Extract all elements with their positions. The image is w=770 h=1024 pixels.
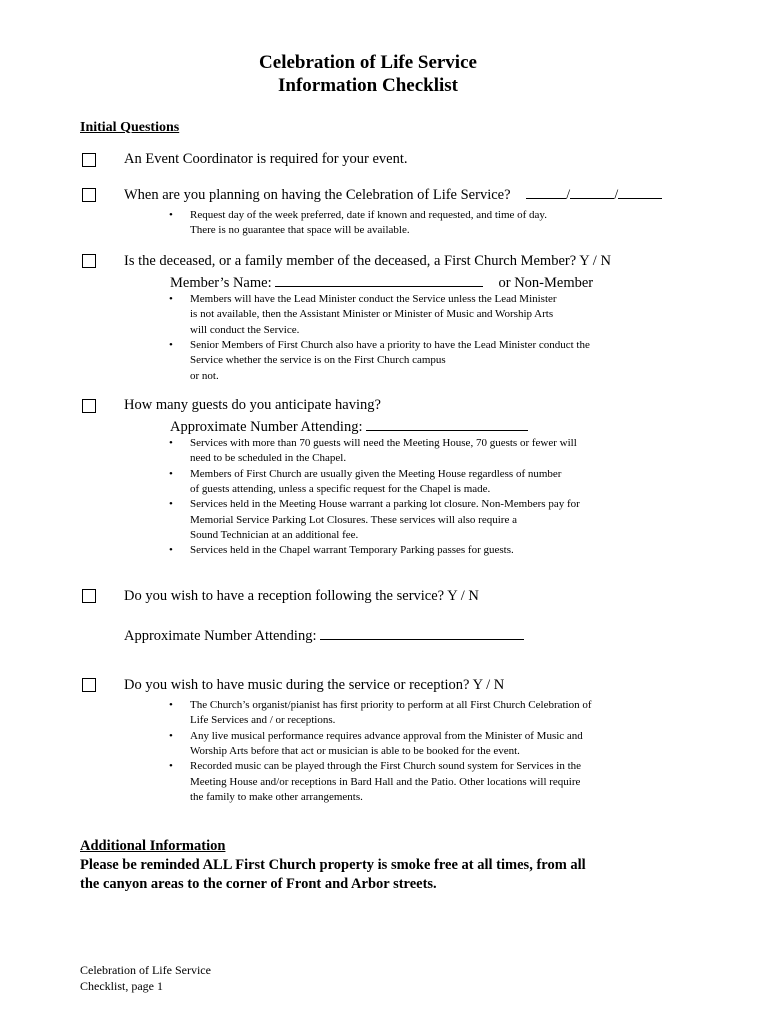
member-name-field[interactable] xyxy=(275,274,483,287)
bullet-text: Services with more than 70 guests will need the Meeting House, 70 guests or fewer will xyxy=(190,437,577,449)
bullet-text: Any live musical performance requires advance approval from the Minister of Music and xyxy=(190,729,583,742)
bullet-icon: • xyxy=(169,293,173,305)
bullet-text: Members will have the Lead Minister conduct the Service unless the Lead Minister xyxy=(190,293,557,305)
date-month-field[interactable] xyxy=(526,186,566,199)
checkbox-reception[interactable] xyxy=(82,589,96,603)
non-member-label: or Non-Member xyxy=(498,275,594,291)
guest-attending-label: Approximate Number Attending: xyxy=(170,419,363,435)
bullet-text: There is no guarantee that space will be available. xyxy=(190,224,410,237)
question-music: Do you wish to have music during the service or reception? Y / N xyxy=(124,677,505,693)
reception-attending-field[interactable] xyxy=(320,627,524,640)
bullet-icon: • xyxy=(169,338,173,351)
bullet-icon: • xyxy=(169,729,173,742)
page-title: Celebration of Life Service xyxy=(259,52,477,73)
reception-attending-label: Approximate Number Attending: xyxy=(124,628,317,644)
bullet-text: the family to make other arrangements. xyxy=(190,790,363,803)
reception-attending-row xyxy=(124,627,524,645)
guest-attending-row xyxy=(170,418,528,436)
bullet-text: will conduct the Service. xyxy=(190,323,300,336)
additional-info-heading: Additional Information xyxy=(80,838,226,854)
bullet-text: Recorded music can be played through the First Church sound system for Services in the xyxy=(190,760,582,773)
bullet-text: Life Services and / or receptions. xyxy=(190,714,336,727)
checkbox-guest-count[interactable] xyxy=(82,399,96,413)
bullet-text: Request day of the week preferred, date if known and requested, and time of day. xyxy=(190,209,547,221)
date-day-field[interactable] xyxy=(570,186,614,199)
checkbox-music[interactable] xyxy=(82,678,96,692)
bullet-text: The Church’s organist/pianist has first priority to perform at all First Church Celebration of xyxy=(190,699,592,711)
footer-page: Checklist, page 1 xyxy=(80,979,163,993)
bullet-text: Services held in the Meeting House warrant a parking lot closure. Non-Members pay for xyxy=(190,498,580,511)
date-year-field[interactable] xyxy=(618,186,662,199)
question-service-date xyxy=(124,186,662,204)
checkbox-member-status[interactable] xyxy=(82,254,96,268)
bullet-text: of guests attending, unless a specific request for the Chapel is made. xyxy=(190,482,491,495)
date-separator: / xyxy=(614,187,619,203)
question-member-status: Is the deceased, or a family member of the deceased, a First Church Member? Y / N xyxy=(124,253,611,269)
bullet-icon: • xyxy=(169,699,173,711)
bullet-text: Meeting House and/or receptions in Bard Hall and the Patio. Other locations will require xyxy=(190,775,581,788)
bullet-icon: • xyxy=(169,209,173,221)
bullet-icon: • xyxy=(169,544,173,557)
bullet-text: need to be scheduled in the Chapel. xyxy=(190,452,347,465)
guest-attending-field[interactable] xyxy=(366,418,528,431)
bullet-text: Members of First Church are usually given the Meeting House regardless of number xyxy=(190,467,562,480)
member-name-row xyxy=(170,274,593,292)
bullet-icon: • xyxy=(169,467,173,480)
bullet-text: is not available, then the Assistant Minister or Minister of Music and Worship Arts xyxy=(190,308,554,321)
initial-questions-heading: Initial Questions xyxy=(80,120,180,135)
member-name-label: Member’s Name: xyxy=(170,275,272,291)
question-guest-count: How many guests do you anticipate having? xyxy=(124,397,381,413)
bullet-text: Memorial Service Parking Lot Closures. These services will also require a xyxy=(190,513,517,526)
date-separator: / xyxy=(566,187,571,203)
question-reception: Do you wish to have a reception following the service? Y / N xyxy=(124,588,479,604)
checkbox-service-date[interactable] xyxy=(82,188,96,202)
bullet-icon: • xyxy=(169,760,173,773)
smoke-free-notice-line1: Please be reminded ALL First Church property is smoke free at all times, from all xyxy=(80,857,586,873)
bullet-text: Service whether the service is on the First Church campus xyxy=(190,354,446,367)
bullet-text: Services held in the Chapel warrant Temporary Parking passes for guests. xyxy=(190,544,514,557)
bullet-icon: • xyxy=(169,437,173,449)
page-subtitle: Information Checklist xyxy=(278,75,458,96)
bullet-text: Worship Arts before that act or musician is able to be booked for the event. xyxy=(190,744,520,757)
bullet-icon: • xyxy=(169,498,173,511)
smoke-free-notice-line2: the canyon areas to the corner of Front and Arbor streets. xyxy=(80,876,437,892)
bullet-text: or not. xyxy=(190,369,219,382)
question-event-coordinator: An Event Coordinator is required for your event. xyxy=(124,151,408,167)
footer-title: Celebration of Life Service xyxy=(80,963,211,977)
bullet-text: Senior Members of First Church also have a priority to have the Lead Minister conduct the xyxy=(190,338,590,351)
checkbox-event-coordinator[interactable] xyxy=(82,153,96,167)
bullet-text: Sound Technician at an additional fee. xyxy=(190,528,359,541)
question-service-date-text: When are you planning on having the Celebration of Life Service? xyxy=(124,187,511,203)
